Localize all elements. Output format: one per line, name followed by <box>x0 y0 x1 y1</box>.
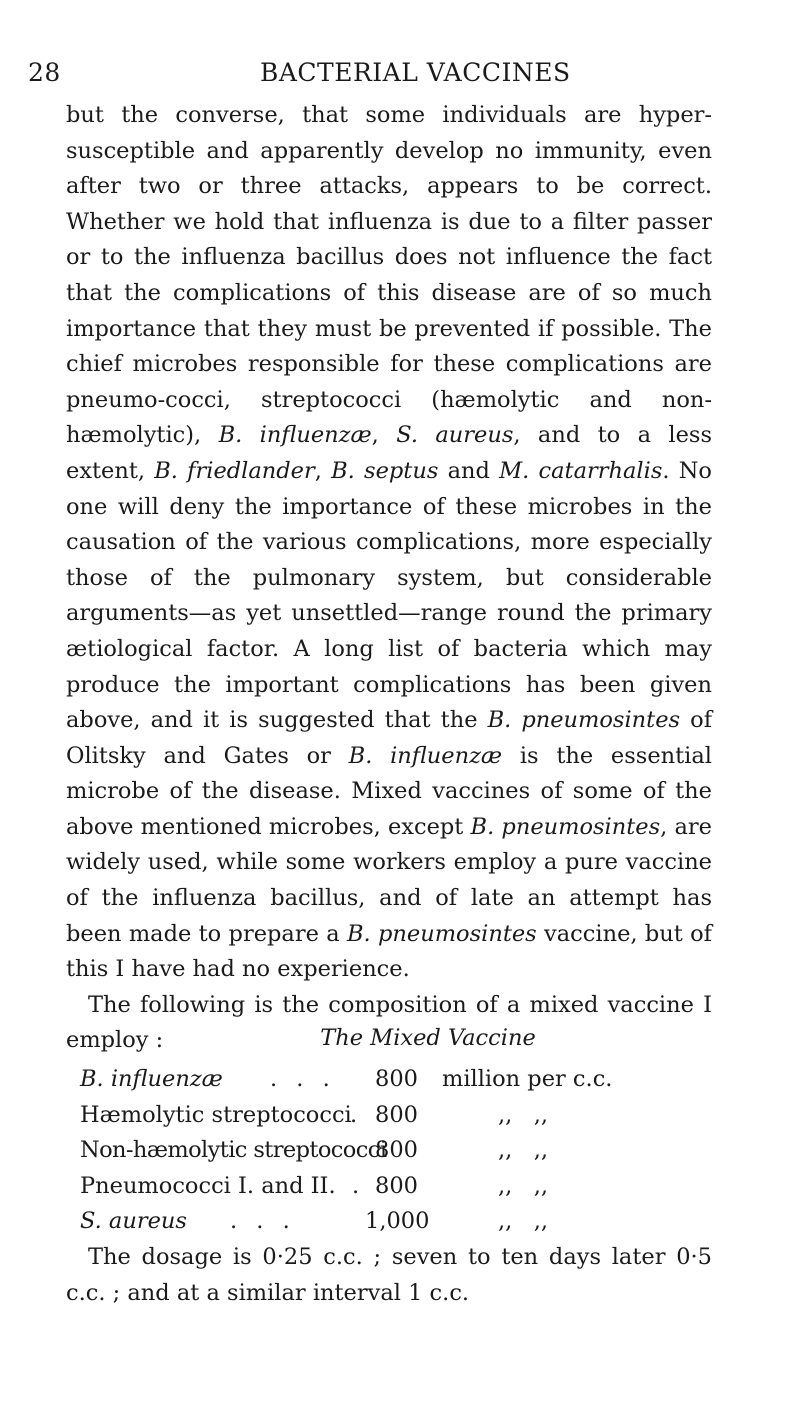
species-name: B. pneumosintes <box>470 813 661 840</box>
paragraph-2: The following is the composition of a mixed vaccine I employ : <box>66 991 712 1054</box>
running-title: BACTERIAL VACCINES <box>260 58 571 87</box>
component-name: Hæmolytic streptococci <box>80 1101 352 1128</box>
component-quantity: 1,000 <box>365 1208 430 1235</box>
dot-leader: . . . <box>230 1208 296 1235</box>
species-name: M. catarrhalis <box>499 457 663 484</box>
closing-text <box>66 1240 712 1311</box>
component-name: B. influenzæ <box>80 1066 223 1092</box>
table-title: The Mixed Vaccine <box>320 1025 536 1051</box>
species-name: S. aureus <box>396 422 514 449</box>
species-name: B. septus <box>331 457 439 484</box>
component-unit: ,, ,, <box>498 1137 549 1164</box>
text-segment: , and to a less extent, <box>66 422 712 484</box>
text-segment: and <box>438 457 500 484</box>
text-segment: , are widely used, while some workers employ a pure vaccine of the influenza bacillus, and of late an attempt has been made to prepare a <box>66 813 712 947</box>
text-segment: . No one will deny the importance of these microbes in the causation of the various complications, more especially those of the pulmonary system, but considerable arguments—as yet unsettled—range round the primary ætiological factor. A long list of bacteria which may produce the important complications has been given above, and it is suggested that the <box>66 457 712 734</box>
component-quantity: 800 <box>375 1172 418 1199</box>
component-name: Pneumococci I. and II. <box>80 1172 336 1199</box>
component-name: S. aureus <box>80 1208 187 1235</box>
component-quantity: 800 <box>375 1137 418 1164</box>
dot-leader: . <box>352 1172 360 1199</box>
species-name: B. pneumosintes <box>487 707 681 734</box>
species-name: B. influenzæ <box>348 742 503 769</box>
text-segment: but the converse, that some individuals are hyper-susceptible and apparently develop no immunity, even after two or three attacks, appears to be correct. Whether we hold that influenza is due to a filter passer or to the influenza bacillus does not influence the fact that the complications of this disease are of so much importance that they must be prevented if possible. The chief microbes responsible for these complications are pneumo-cocci, streptococci (hæmolytic and non-hæmolytic), <box>66 102 712 449</box>
paragraph-3: The dosage is 0·25 c.c. ; seven to ten days later 0·5 c.c. ; and at a similar interval 1 c.c. <box>66 1244 712 1306</box>
species-name: B. friedlander <box>154 457 315 484</box>
species-name: B. influenzæ <box>218 422 372 449</box>
component-unit: million per c.c. <box>442 1066 613 1092</box>
dot-leader: . <box>350 1101 358 1128</box>
text-segment: , <box>371 422 397 449</box>
text-segment: of Olitsky and Gates or <box>66 707 713 769</box>
component-unit: ,, ,, <box>498 1208 549 1235</box>
component-quantity: 800 <box>375 1101 418 1128</box>
text-segment: is the essential microbe of the disease. Mixed vaccines of some of the above mentioned microbes, except <box>66 742 712 840</box>
component-quantity: 800 <box>375 1066 418 1092</box>
paragraph-1 <box>66 98 712 988</box>
text-segment: vaccine, but of this I have had no experience. <box>66 920 713 983</box>
body-text <box>66 98 712 1059</box>
dot-leader: . . . <box>270 1066 336 1092</box>
component-unit: ,, ,, <box>498 1172 549 1199</box>
page-number: 28 <box>28 58 61 87</box>
component-unit: ,, ,, <box>498 1101 549 1128</box>
species-name: B. pneumosintes <box>347 920 537 947</box>
text-segment: , <box>314 457 332 484</box>
component-name: Non-hæmolytic streptococci <box>80 1137 387 1164</box>
